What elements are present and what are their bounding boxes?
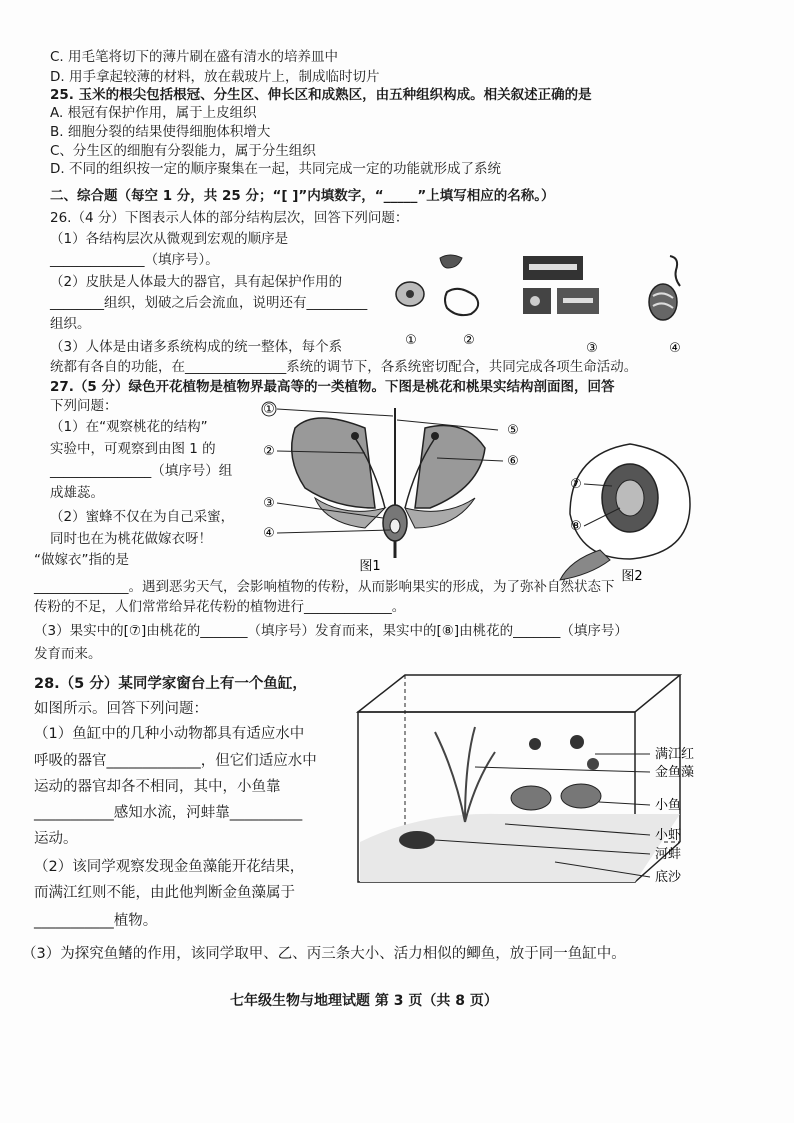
fig26-label-1: ① [405,333,417,348]
q26-part2-line1: （2）皮肤是人体最大的器官，具有起保护作用的 [50,274,343,290]
fig27-caption-1: 图1 [359,559,381,574]
fig27-label-1: ① [263,402,275,417]
q27-part3-line1: （3）果实中的[⑦]由桃花的_______（填序号）发育而来，果实中的[⑧]由桃花的_______（填序号） [34,623,628,639]
q28-part1-line5: 运动。 [34,831,78,847]
q28-part3-line1: （3）为探究鱼鳍的作用，该同学取甲、乙、丙三条大小、活力相似的鲫鱼，放于同一鱼缸中。 [22,946,626,962]
question-27: 27.（5 分）绿色开花植物是植物界最高等的一类植物。下图是桃花和桃果实结构剖面图，回答 [50,379,615,395]
question-27-cont: 下列问题： [50,398,118,414]
fig28-label-hornwort: 金鱼藻 [655,765,695,780]
q26-part2-line2: ________组织，划破之后会流血，说明还有_________ [50,295,368,311]
q28-part1-line1: （1）鱼缸中的几种小动物都具有适应水中 [34,726,305,742]
fig26-label-3: ③ [586,341,598,356]
fig27-label-2: ② [263,444,275,459]
fig27-label-4: ④ [263,526,275,541]
system-illustration [649,256,680,320]
q28-part2-line3: ___________植物。 [34,913,158,929]
q28-part2-line2: 而满江红则不能，由此他判断金鱼藻属于 [34,885,295,901]
q26-part1-line1: （1）各结构层次从微观到宏观的顺序是 [50,231,289,247]
fig27-label-5: ⑤ [507,423,519,438]
fig28-label-azolla: 满江红 [655,747,695,762]
q27-part2-line3: “做嫁衣”指的是 [34,552,129,568]
fig26-label-4: ④ [669,341,681,356]
q25-option-b: B. 细胞分裂的结果使得细胞体积增大 [50,124,271,140]
figure-26-structure-levels [385,250,695,360]
figure-27-peach-fruit [540,440,700,585]
question-28-cont: 如图所示。回答下列问题： [34,701,208,717]
q27-part2-line4: ______________。遇到恶劣天气，会影响植物的传粉，从而影响果实的形成，为了弥补自然状态下 [34,579,615,595]
fig28-label-fish: 小鱼 [655,798,682,813]
q27-part2-line5: 传粉的不足，人们常常给异花传粉的植物进行_____________。 [34,599,406,615]
figure-27-peach-flower [255,398,525,578]
q28-part2-line1: （2）该同学观察发现金鱼藻能开花结果， [34,859,305,875]
q25-option-c: C、分生区的细胞有分裂能力，属于分生组织 [50,143,316,159]
option-c-line: C. 用毛笔将切下的薄片刷在盛有清水的培养皿中 [50,49,339,65]
fig28-label-shrimp: 小虾 [655,828,682,843]
figure-28-fish-tank [355,672,755,892]
q27-part2-line2: 同时也在为桃花做嫁衣呀！ [50,531,212,547]
fig26-label-2: ② [463,333,475,348]
q27-part3-line2: 发育而来。 [34,646,102,662]
fig27-label-8: ⑧ [570,519,582,534]
q28-part1-line4: ___________感知水流，河蚌靠__________ [34,805,303,821]
q27-part1-line3: _______________（填序号）组 [50,463,233,479]
q26-part3-line1: （3）人体是由诸多系统构成的统一整体，每个系 [50,339,343,355]
option-d-line: D. 用手拿起较薄的材料，放在载玻片上，制成临时切片 [50,69,380,85]
q28-part1-line2: 呼吸的器官_____________，但它们适应水中 [34,753,317,769]
q25-option-d: D. 不同的组织按一定的顺序聚集在一起，共同完成一定的功能就形成了系统 [50,161,501,177]
fig27-label-3: ③ [263,496,275,511]
question-28: 28.（5 分）某同学家窗台上有一个鱼缸， [34,676,307,692]
section-2-heading: 二、综合题（每空 1 分，共 25 分；“[ ]”内填数字，“_____”上填写相应的名称。） [50,188,555,204]
q26-part3-line2: 统都有各自的功能，在_______________系统的调节下，各系统密切配合，共同完成各项生命活动。 [50,359,638,375]
q27-part1-line1: （1）在“观察桃花的结构” [50,419,208,435]
fig27-label-7: ⑦ [570,477,582,492]
q25-option-a: A. 根冠有保护作用，属于上皮组织 [50,105,257,121]
page-footer: 七年级生物与地理试题 第 3 页（共 8 页） [230,993,498,1009]
q27-part1-line4: 成雄蕊。 [50,485,104,501]
fig28-label-sand: 底沙 [655,870,682,885]
q26-part1-line2: ______________（填序号）。 [50,252,219,268]
q26-part2-line3: 组织。 [50,316,91,332]
organ-illustration [440,255,478,315]
fig27-label-6: ⑥ [507,454,519,469]
question-25: 25. 玉米的根尖包括根冠、分生区、伸长区和成熟区，由五种组织构成。相关叙述正确的是 [50,87,592,103]
q27-part1-line2: 实验中，可观察到由图 1 的 [50,441,216,457]
fig27-caption-2: 图2 [621,569,643,584]
cell-illustration [396,282,424,306]
fig28-label-mussel: 河蚌 [655,847,682,862]
q28-part1-line3: 运动的器官却各不相同，其中，小鱼靠 [34,779,281,795]
tissue-illustration [523,256,599,314]
q27-part2-line1: （2）蜜蜂不仅在为自己采蜜， [50,509,235,525]
question-26: 26.（4 分）下图表示人体的部分结构层次，回答下列问题： [50,210,409,226]
